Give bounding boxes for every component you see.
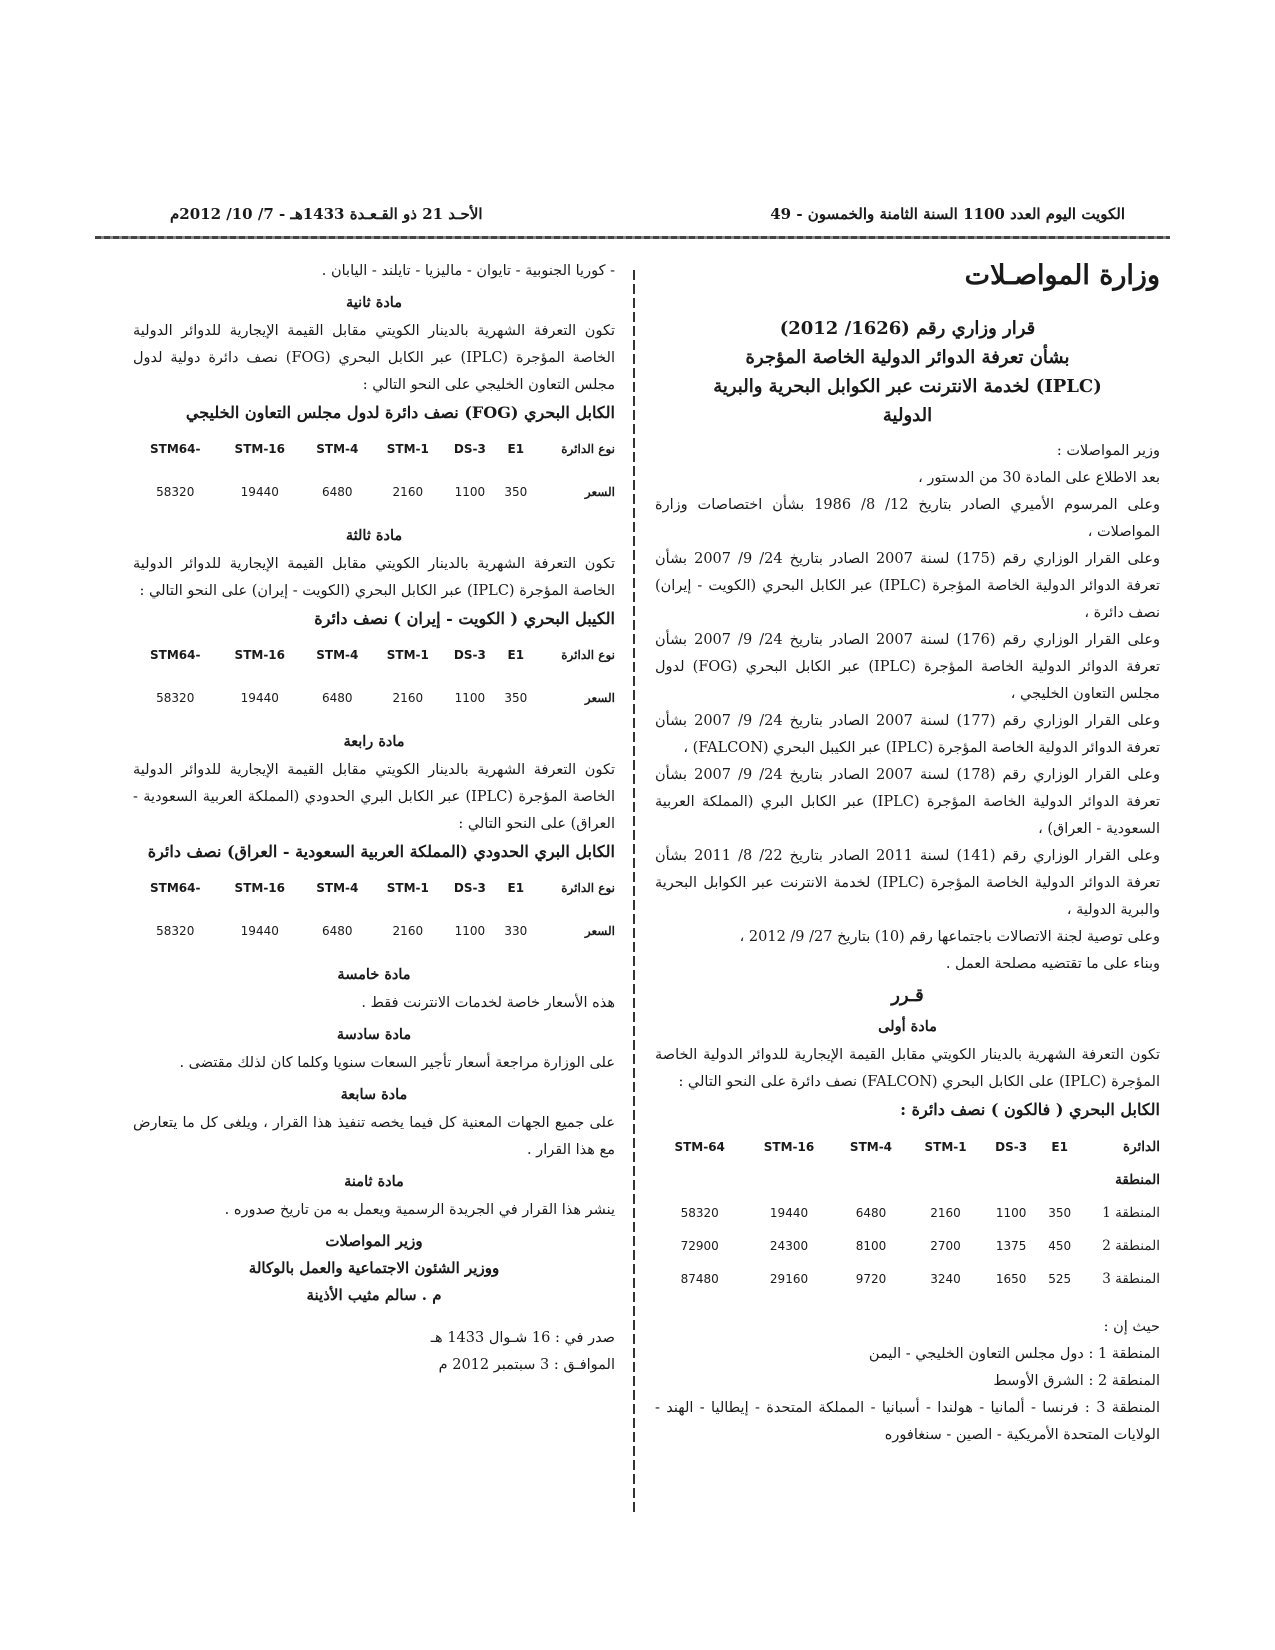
preamble-line: وزير المواصلات : [1056,443,1160,459]
table-cell: 24300 [769,1239,809,1253]
decision-title-line: قرار وزاري رقم (1626/ 2012) [779,318,1036,339]
signature-block [133,1228,615,1309]
decision-title [655,314,1160,430]
column-header: STM-4 [316,442,359,456]
article-7-text: على جميع الجهات المعنية كل فيما يخصه تنفيذ هذا القرار ، ويلغى كل ما يتعارض مع هذا القرار . [133,1115,615,1158]
article-1-heading: مادة أولى [878,1018,937,1035]
column-header: STM-1 [386,442,429,456]
article-7-heading: مادة سابعة [340,1086,408,1103]
price-label: السعر [584,924,615,938]
article-2-cable: الكابل البحري (FOG) نصف دائرة لدول مجلس التعاون الخليجي [185,403,615,422]
article-5-text: هذه الأسعار خاصة لخدمات الانترنت فقط . [361,995,615,1011]
table-cell: 2700 [930,1239,961,1253]
table-cell: 1100 [454,485,486,499]
column-header: STM-4 [316,881,359,895]
table-cell: 3240 [930,1272,961,1286]
kuwait-iran-rate-table [133,640,615,714]
table-cell: 19440 [240,924,279,938]
table-cell: 72900 [680,1239,719,1253]
table-cell: 58320 [156,924,195,938]
article-3-cable: الكيبل البحري ( الكويت - إيران ) نصف دائرة [314,609,615,628]
table-cell: 1100 [454,691,486,705]
type-label: نوع الدائرة [561,881,615,895]
table-row [655,1230,1160,1263]
decides-heading: قـرر [891,985,924,1006]
zone-label: المنطقة 1 [1102,1205,1160,1221]
left-column [133,258,615,1379]
table-cell: 58320 [680,1206,719,1220]
decision-title-line: الدولية [882,405,933,426]
article-8-heading: مادة ثامنة [344,1173,404,1190]
table-header-row [655,1131,1160,1164]
column-header: E1 [507,442,525,456]
table-cell: 350 [504,691,528,705]
article-6-text: على الوزارة مراجعة أسعار تأجير السعات سنويا وكلما كان لذلك مقتضى . [179,1055,615,1071]
table-cell: 6480 [855,1206,887,1220]
preamble-line: وعلى القرار الوزاري رقم (176) لسنة 2007 الصادر بتاريخ 24/ 9/ 2007 بشأن تعرفة الدوائر الدولية الخاصة المؤجرة (IPLC) عبر الكابل البحري (FOG) لدول مجلس التعاون الخليجي ، [655,632,1160,702]
zone-label: المنطقة 2 [1102,1238,1160,1254]
table-cell: 58320 [156,485,195,499]
table-cell: 6480 [322,485,353,499]
column-header: STM-4 [849,1140,893,1154]
table-cell: 350 [1048,1206,1072,1220]
table-cell: 2160 [392,485,424,499]
column-header: DS-3 [453,648,486,662]
table-cell: 1650 [995,1272,1027,1286]
table-row [655,1164,1160,1197]
table-cell: 525 [1048,1272,1072,1286]
signatory-name: م . سالم مثيب الأذينة [306,1286,442,1304]
price-label: السعر [584,485,615,499]
preamble-line: وعلى المرسوم الأميري الصادر بتاريخ 12/ 8/ 1986 بشأن اختصاصات وزارة المواصلات ، [655,497,1161,540]
page-header-left: الأحـد 21 ذو القـعـدة 1433هـ - 7/ 10/ 2012م [170,205,483,223]
column-header: STM-64 [674,1140,725,1154]
zone-definition: المنطقة 2 : الشرق الأوسط [993,1373,1160,1389]
table-cell: 330 [504,924,528,938]
article-2-text: تكون التعرفة الشهرية بالدينار الكويتي مقابل القيمة الإيجارية للدوائر الدولية الخاصة المؤجرة (IPLC) عبر الكابل البحري (FOG) نصف دائرة دولية لدول مجلس التعاون الخليجي على النحو التالي : [133,323,615,393]
table-row [655,1197,1160,1230]
zone-definition: المنطقة 1 : دول مجلس التعاون الخليجي - اليمن [868,1346,1160,1362]
land-border-rate-table [133,873,615,947]
table-cell: 29160 [769,1272,809,1286]
table-cell: 6480 [322,691,353,705]
article-4-text: تكون التعرفة الشهرية بالدينار الكويتي مقابل القيمة الإيجارية للدوائر الدولية الخاصة المؤجرة (IPLC) عبر الكابل البري الحدودي (المملكة العربية السعودية - العراق) على النحو التالي : [133,762,615,832]
column-header: STM-16 [234,648,285,662]
column-header: E1 [507,881,525,895]
price-label: السعر [584,691,615,705]
preamble-line: وعلى القرار الوزاري رقم (177) لسنة 2007 الصادر بتاريخ 24/ 9/ 2007 بشأن تعرفة الدوائر الدولية الخاصة المؤجرة (IPLC) عبر الكيبل البحري (FALCON) ، [655,713,1160,756]
signatory-title: وزير المواصلات [325,1232,423,1250]
decision-title-line: (IPLC) لخدمة الانترنت عبر الكوابل البحرية والبرية [713,376,1102,397]
article-4-heading: مادة رابعة [343,733,405,750]
column-header: DS-3 [453,442,486,456]
table-cell: 6480 [322,924,353,938]
column-header: STM-1 [924,1140,967,1154]
table-header-row [133,873,615,904]
type-label: نوع الدائرة [561,648,615,662]
table-cell: 2160 [930,1206,961,1220]
table-header-row [133,640,615,671]
zone-definition: المنطقة 3 : فرنسا - ألمانيا - هولندا - أسبانيا - المملكة المتحدة - إيطاليا - الهند - الولايات المتحدة الأمريكية - الصين - سنغافوره [655,1400,1161,1443]
preamble-line: وعلى القرار الوزاري رقم (178) لسنة 2007 الصادر بتاريخ 24/ 9/ 2007 بشأن تعرفة الدوائر الدولية الخاصة المؤجرة (IPLC) عبر الكابل البري (المملكة العربية السعودية - العراق) ، [655,767,1160,837]
issue-date-hijri: صدر في : 16 شـوال 1433 هـ [430,1330,615,1346]
table-row [133,904,615,947]
article-8-text: ينشر هذا القرار في الجريدة الرسمية ويعمل به من تاريخ صدوره . [224,1202,615,1218]
table-cell: 19440 [769,1206,809,1220]
column-header: E1 [507,648,525,662]
column-header: STM-16 [763,1140,815,1154]
article-4-cable: الكابل البري الحدودي (المملكة العربية السعودية - العراق) نصف دائرة [147,842,615,861]
table-cell: 19440 [240,485,279,499]
preamble-line: وعلى القرار الوزاري رقم (175) لسنة 2007 الصادر بتاريخ 24/ 9/ 2007 بشأن تعرفة الدوائر الدولية الخاصة المؤجرة (IPLC) عبر الكابل البحري (الكويت - إيران) نصف دائرة ، [655,551,1161,621]
signatory-title-acting: ووزير الشئون الاجتماعية والعمل بالوكالة [248,1259,500,1277]
column-header: STM-1 [386,881,429,895]
table-cell: 1100 [454,924,486,938]
column-header: DS-3 [995,1140,1028,1154]
column-divider [633,270,635,1515]
circuit-label: الدائرة [1123,1139,1160,1155]
table-cell: 2160 [392,691,424,705]
column-header: DS-3 [453,881,486,895]
preamble-line: وعلى القرار الوزاري رقم (141) لسنة 2011 الصادر بتاريخ 22/ 8/ 2011 بشأن تعرفة الدوائر الدولية الخاصة المؤجرة (IPLC) لخدمة الانترنت عبر الكوابل البحرية والبرية الدولية ، [655,848,1160,918]
table-cell: 450 [1048,1239,1072,1253]
preamble-line: وبناء على ما تقتضيه مصلحة العمل . [945,956,1160,972]
table-header-row [133,434,615,465]
column-header: STM-4 [316,648,359,662]
header-rule [95,236,1170,239]
falcon-rate-table [655,1131,1160,1296]
type-label: نوع الدائرة [561,442,615,456]
table-cell: 9720 [855,1272,887,1286]
table-cell: 2160 [392,924,424,938]
column-header: STM64- [150,648,201,662]
issue-dates [133,1325,615,1379]
table-cell: 19440 [240,691,279,705]
article-6-heading: مادة سادسة [336,1026,412,1043]
preamble [655,438,1160,978]
article-3-heading: مادة ثالثة [345,527,403,544]
table-cell: 87480 [680,1272,719,1286]
ministry-title: وزارة المواصـلات [964,260,1160,291]
right-column [655,258,1160,1449]
table-cell: 1100 [995,1206,1027,1220]
where-label: حيث إن : [1103,1319,1160,1335]
table-cell: 350 [504,485,528,499]
table-row [655,1263,1160,1296]
zone-label-header: المنطقة [1115,1172,1160,1188]
preamble-line: بعد الاطلاع على المادة 30 من الدستور ، [918,470,1160,486]
column-header: STM64- [150,881,201,895]
column-header: STM-16 [234,881,285,895]
fog-rate-table [133,434,615,508]
zone-label: المنطقة 3 [1102,1271,1160,1287]
table-cell: 1375 [995,1239,1027,1253]
decision-title-line: بشأن تعرفة الدوائر الدولية الخاصة المؤجرة [745,347,1070,368]
page-header-right: الكويت اليوم العدد 1100 السنة الثامنة والخمسون - 49 [770,205,1125,223]
article-1-cable: الكابل البحري ( فالكون ) نصف دائرة : [900,1100,1160,1119]
article-2-heading: مادة ثانية [346,294,402,311]
column-header: STM-16 [234,442,285,456]
table-cell: 58320 [156,691,195,705]
table-row [133,465,615,508]
column-header: STM64- [150,442,201,456]
continued-country-list: - كوريا الجنوبية - تايوان - ماليزيا - تايلند - اليابان . [321,263,615,279]
issue-date-gregorian: الموافـق : 3 سبتمبر 2012 م [438,1357,615,1373]
article-1-text: تكون التعرفة الشهرية بالدينار الكويتي مقابل القيمة الإيجارية للدوائر الدولية الخاصة المؤجرة (IPLC) على الكابل البحري (FALCON) نصف دائرة على النحو التالي : [655,1047,1160,1090]
article-5-heading: مادة خامسة [337,966,411,983]
article-3-text: تكون التعرفة الشهرية بالدينار الكويتي مقابل القيمة الإيجارية للدوائر الدولية الخاصة المؤجرة (IPLC) عبر الكابل البحري (الكويت - إيران) على النحو التالي : [133,556,615,599]
table-row [133,671,615,714]
column-header: E1 [1051,1140,1068,1154]
table-cell: 8100 [855,1239,887,1253]
column-header: STM-1 [386,648,429,662]
preamble-line: وعلى توصية لجنة الاتصالات باجتماعها رقم (10) بتاريخ 27/ 9/ 2012 ، [739,929,1160,945]
